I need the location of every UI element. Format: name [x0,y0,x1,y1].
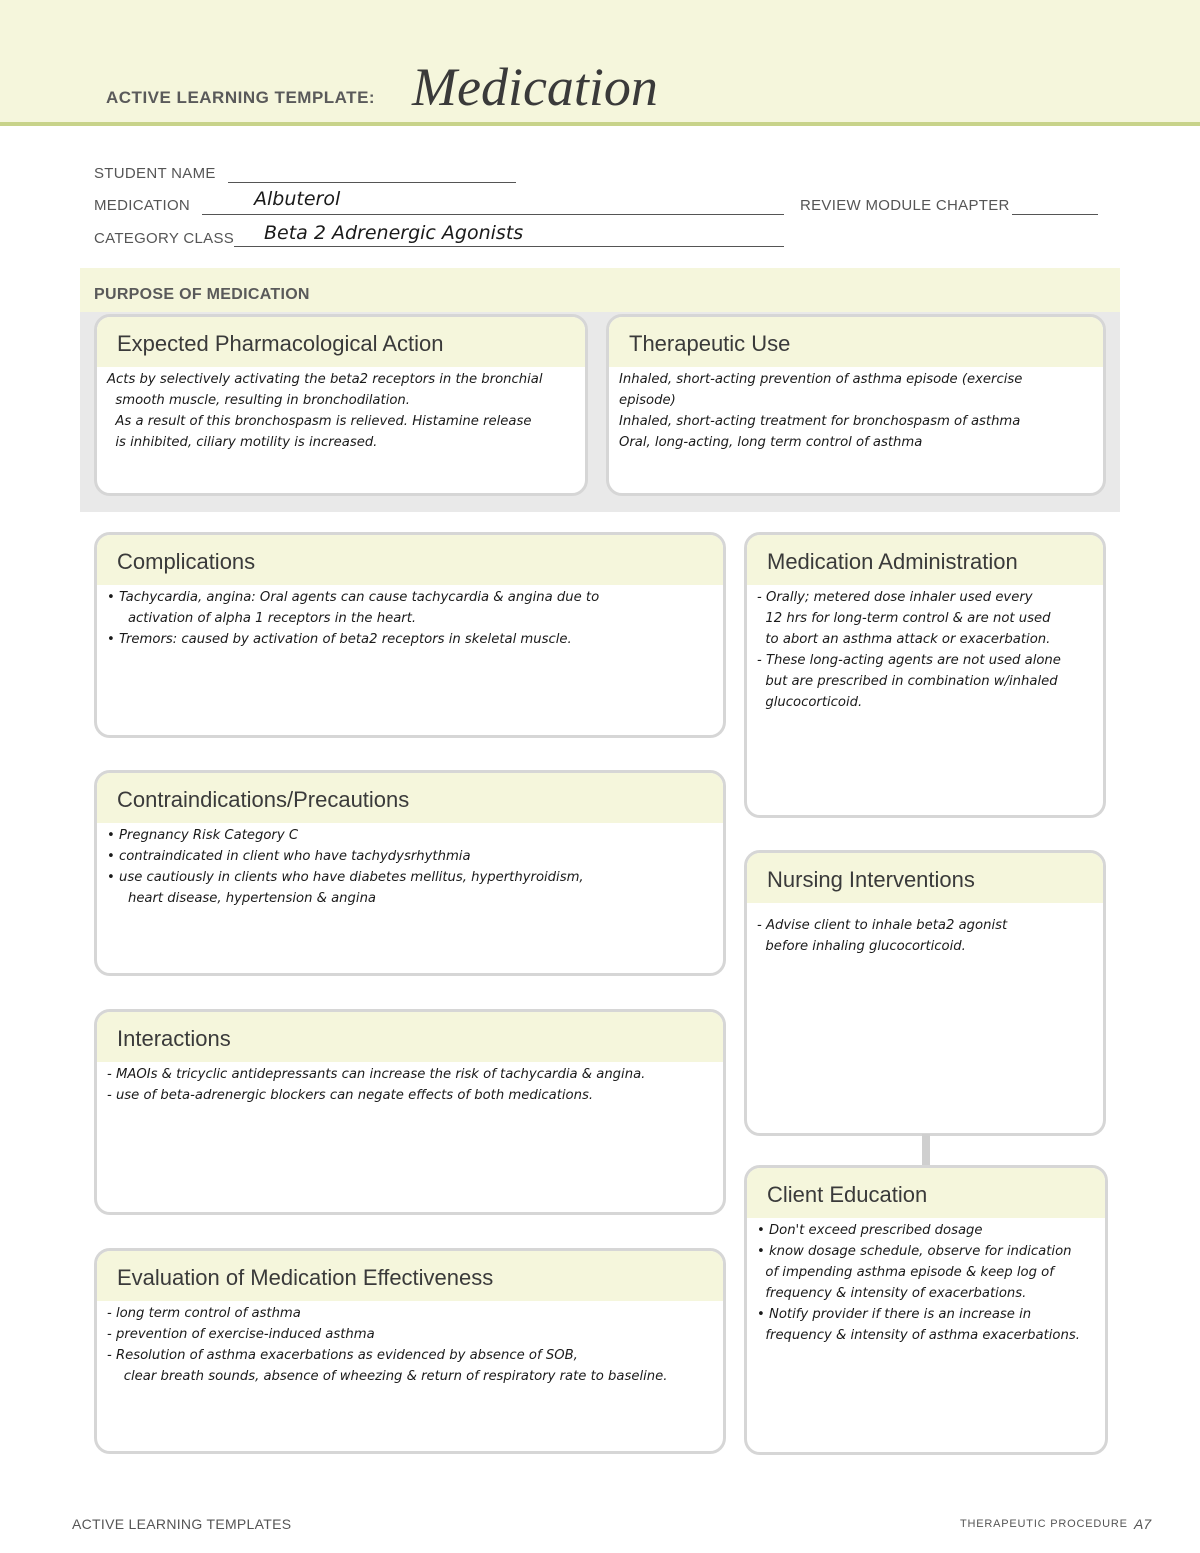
expected-action-line: smooth muscle, resulting in bronchodilation. [107,393,410,408]
page-title: Medication [412,57,658,117]
complications-box [94,532,726,738]
client-education-line: frequency & intensity of exacerbations. [757,1286,1027,1301]
contraindications-line: • use cautiously in clients who have diabetes mellitus, hyperthyroidism, [107,870,584,885]
administration-line: - Orally; metered dose inhaler used every [757,590,1033,605]
header-rule [0,122,1200,126]
administration-line: 12 hrs for long-term control & are not used [757,611,1051,626]
therapeutic-use-box [606,314,1106,496]
review-module-line [1012,214,1098,215]
therapeutic-use-line: episode) [619,393,676,408]
interactions-title: Interactions [97,1012,723,1062]
footer-left: ACTIVE LEARNING TEMPLATES [72,1516,292,1532]
complications-line: activation of alpha 1 receptors in the heart. [107,611,417,626]
evaluation-box [94,1248,726,1454]
administration-box [744,532,1106,818]
review-module-label: REVIEW MODULE CHAPTER [800,197,1010,214]
evaluation-title: Evaluation of Medication Effectiveness [97,1251,723,1301]
complications-title: Complications [97,535,723,585]
category-class-line [234,246,784,247]
footer-right: THERAPEUTIC PROCEDURE [960,1518,1128,1530]
contraindications-line: • Pregnancy Risk Category C [107,828,299,843]
interactions-line: - use of beta-adrenergic blockers can negate effects of both medications. [107,1088,594,1103]
category-class-label: CATEGORY CLASS [94,230,235,247]
client-education-line: • know dosage schedule, observe for indication [757,1244,1072,1259]
therapeutic-use-title: Therapeutic Use [609,317,1103,367]
evaluation-line: - long term control of asthma [107,1306,301,1321]
contraindications-box [94,770,726,976]
student-name-label: STUDENT NAME [94,165,216,182]
student-name-line [228,182,516,183]
administration-line: to abort an asthma attack or exacerbation. [757,632,1051,647]
administration-line: - These long-acting agents are not used alone [757,653,1061,668]
connector [922,1134,930,1166]
administration-line: but are prescribed in combination w/inhaled [757,674,1058,689]
client-education-line: frequency & intensity of asthma exacerbations. [757,1328,1080,1343]
expected-action-title: Expected Pharmacological Action [97,317,585,367]
therapeutic-use-line: Inhaled, short-acting prevention of asthma episode (exercise [619,372,1023,387]
medication-field[interactable]: Albuterol [254,188,341,210]
client-education-title: Client Education [747,1168,1105,1218]
nursing-interventions-box [744,850,1106,1136]
expected-action-box [94,314,588,496]
nursing-interventions-title: Nursing Interventions [747,853,1103,903]
page-number: A7 [1134,1516,1152,1532]
administration-line: glucocorticoid. [757,695,863,710]
interactions-box [94,1009,726,1215]
medication-line [202,214,784,215]
evaluation-line: - Resolution of asthma exacerbations as evidenced by absence of SOB, [107,1348,578,1363]
contraindications-title: Contraindications/Precautions [97,773,723,823]
expected-action-line: Acts by selectively activating the beta2 receptors in the bronchial [107,372,543,387]
evaluation-line: - prevention of exercise-induced asthma [107,1327,375,1342]
nursing-interventions-line: - Advise client to inhale beta2 agonist [757,918,1008,933]
purpose-title: PURPOSE OF MEDICATION [94,286,310,303]
category-class-field[interactable]: Beta 2 Adrenergic Agonists [264,222,524,244]
medication-label: MEDICATION [94,197,191,214]
client-education-box [744,1165,1108,1455]
client-education-line: • Notify provider if there is an increase in [757,1307,1032,1322]
administration-title: Medication Administration [747,535,1103,585]
evaluation-line: clear breath sounds, absence of wheezing & return of respiratory rate to baseline. [107,1369,668,1384]
complications-line: • Tremors: caused by activation of beta2 receptors in skeletal muscle. [107,632,572,647]
expected-action-line: is inhibited, ciliary motility is increased. [107,435,378,450]
client-education-line: of impending asthma episode & keep log of [757,1265,1054,1280]
contraindications-line: heart disease, hypertension & angina [107,891,377,906]
expected-action-line: As a result of this bronchospasm is relieved. Histamine release [107,414,532,429]
template-label: ACTIVE LEARNING TEMPLATE: [106,88,376,107]
client-education-line: • Don't exceed prescribed dosage [757,1223,983,1238]
interactions-line: - MAOIs & tricyclic antidepressants can increase the risk of tachycardia & angina. [107,1067,646,1082]
contraindications-line: • contraindicated in client who have tachydysrhythmia [107,849,471,864]
complications-line: • Tachycardia, angina: Oral agents can cause tachycardia & angina due to [107,590,600,605]
therapeutic-use-line: Inhaled, short-acting treatment for bronchospasm of asthma [619,414,1021,429]
nursing-interventions-line: before inhaling glucocorticoid. [757,939,966,954]
therapeutic-use-line: Oral, long-acting, long term control of asthma [619,435,923,450]
